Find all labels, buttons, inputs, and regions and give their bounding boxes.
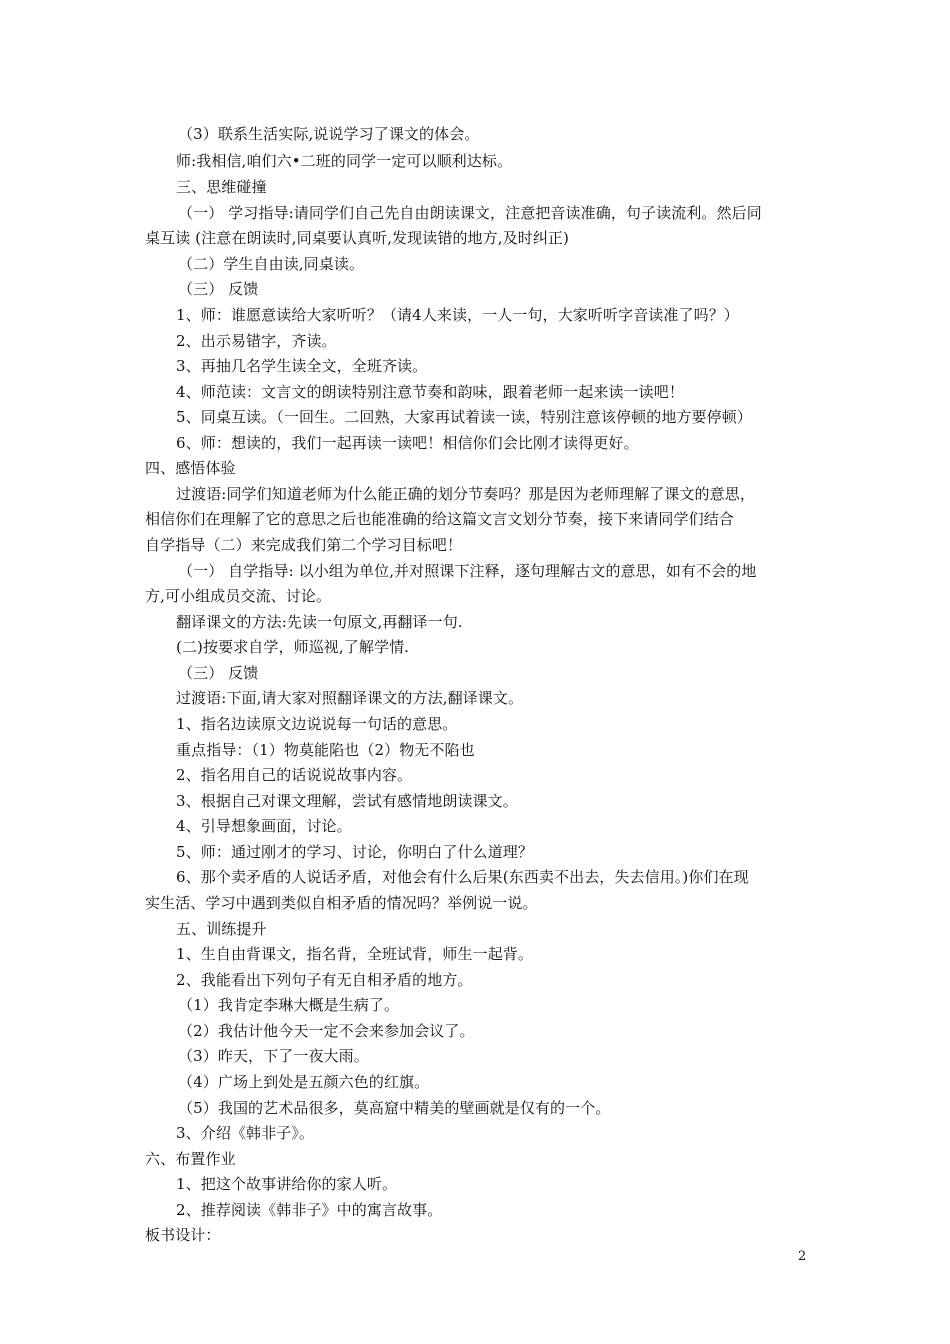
text-line: 实生活、学习中遇到类似自相矛盾的情况吗？举例说一说。 xyxy=(145,894,538,912)
text-line: （4）广场上到处是五颜六色的红旗。 xyxy=(178,1073,430,1091)
text-line: 过渡语:同学们知道老师为什么能正确的划分节奏吗？那是因为老师理解了课文的意思， xyxy=(176,485,755,503)
section-heading: 三、思维碰撞 xyxy=(176,178,267,196)
section-heading: 四、感悟体验 xyxy=(145,459,236,477)
page-number: 2 xyxy=(798,1249,807,1264)
section-heading: 六、布置作业 xyxy=(145,1150,236,1168)
text-line: （三） 反馈 xyxy=(178,280,259,298)
text-line: 1、生自由背课文，指名背，全班试背，师生一起背。 xyxy=(176,945,533,963)
text-line: 板书设计： xyxy=(145,1226,221,1244)
text-line: 2、推荐阅读《韩非子》中的寓言故事。 xyxy=(176,1201,443,1219)
text-line: （一） 学习指导:请同学们自己先自由朗读课文，注意把音读准确，句子读流利。然后同 xyxy=(178,204,762,222)
section-heading: 五、训练提升 xyxy=(176,920,267,938)
text-line: （5）我国的艺术品很多，莫高窟中精美的壁画就是仅有的一个。 xyxy=(178,1099,611,1117)
text-line: (二)按要求自学，师巡视,了解学情. xyxy=(176,638,410,656)
text-line: （1）我肯定李琳大概是生病了。 xyxy=(178,996,400,1014)
text-line: 3、再抽几名学生读全文，全班齐读。 xyxy=(176,357,428,375)
text-line: 方,可小组成员交流、讨论。 xyxy=(145,587,332,605)
text-line: 5、同桌互读。（一回生。二回熟，大家再试着读一读，特别注意该停顿的地方要停顿） xyxy=(176,408,752,426)
text-line: 5、师：通过刚才的学习、讨论，你明白了什么道理？ xyxy=(176,843,533,861)
text-line: 4、引导想象画面，讨论。 xyxy=(176,817,352,835)
text-line: 6、那个卖矛盾的人说话矛盾，对他会有什么后果(东西卖不出去，失去信用。)你们在现 xyxy=(176,868,749,886)
text-line: （2）我估计他今天一定不会来参加会议了。 xyxy=(178,1022,475,1040)
text-line: 6、师：想读的，我们一起再读一读吧！相信你们会比刚才读得更好。 xyxy=(176,434,639,452)
text-line: 2、出示易错字，齐读。 xyxy=(176,332,337,350)
text-line: （一） 自学指导: 以小组为单位,并对照课下注释，逐句理解古文的意思，如有不会的地 xyxy=(178,562,757,580)
text-line: 4、师范读：文言文的朗读特别注意节奏和韵味，跟着老师一起来读一读吧！ xyxy=(176,383,684,401)
text-line: 2、指名用自己的话说说故事内容。 xyxy=(176,766,413,784)
text-line: 师:我相信,咱们六•二班的同学一定可以顺利达标。 xyxy=(176,152,513,170)
text-line: 3、介绍《韩非子》。 xyxy=(176,1124,315,1142)
text-line: 重点指导：（1）物莫能陷也（2）物无不陷也 xyxy=(176,741,475,759)
text-line: （3）昨天，下了一夜大雨。 xyxy=(178,1047,369,1065)
text-line: （三） 反馈 xyxy=(178,664,259,682)
text-line: 3、根据自己对课文理解，尝试有感情地朗读课文。 xyxy=(176,792,518,810)
text-line: （二）学生自由读,同桌读。 xyxy=(178,255,365,273)
text-line: 桌互读 (注意在朗读时,同桌要认真听,发现读错的地方,及时纠正) xyxy=(145,229,569,247)
text-line: 自学指导（二）来完成我们第二个学习目标吧！ xyxy=(145,536,463,554)
text-line: 2、我能看出下列句子有无自相矛盾的地方。 xyxy=(176,971,473,989)
text-line: 1、把这个故事讲给你的家人听。 xyxy=(176,1175,398,1193)
text-line: 过渡语:下面,请大家对照翻译课文的方法,翻译课文。 xyxy=(176,689,524,707)
text-line: 相信你们在理解了它的意思之后也能准确的给这篇文言文划分节奏，接下来请同学们结合 xyxy=(145,510,734,528)
text-line: 翻译课文的方法:先读一句原文,再翻译一句. xyxy=(176,613,463,631)
text-line: （3）联系生活实际,说说学习了课文的体会。 xyxy=(178,125,480,143)
text-line: 1、指名边读原文边说说每一句话的意思。 xyxy=(176,715,458,733)
text-line: 1、师：谁愿意读给大家听听？（请4人来读，一人一句，大家听听字音读准了吗？） xyxy=(176,306,739,324)
